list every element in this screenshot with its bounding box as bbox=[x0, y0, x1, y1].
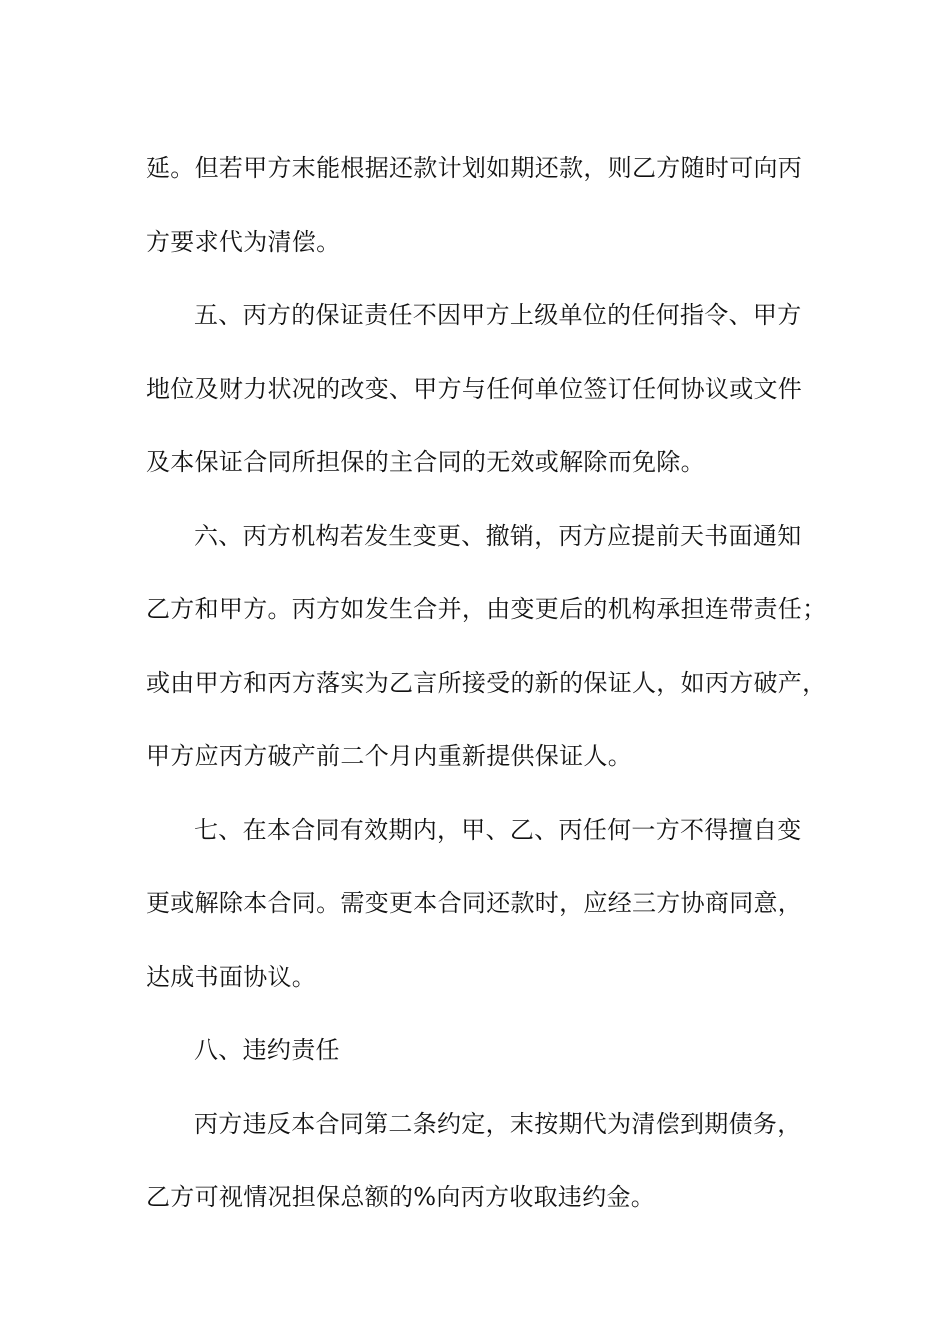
text-line: 乙方可视情况担保总额的%向丙方收取违约金。 bbox=[146, 1183, 656, 1211]
clause-5-heading-line: 五、丙方的保证责任不因甲方上级单位的任何指令、甲方 bbox=[194, 301, 802, 329]
text-line: 及本保证合同所担保的主合同的无效或解除而免除。 bbox=[146, 448, 705, 476]
text-line: 方要求代为清偿。 bbox=[146, 227, 341, 256]
document-body bbox=[146, 132, 827, 1235]
clause-8-body-line: 丙方违反本合同第二条约定，末按期代为清偿到期债务， bbox=[194, 1109, 802, 1138]
clause-7-heading-line: 七、在本合同有效期内，甲、乙、丙任何一方不得擅自变 bbox=[194, 815, 802, 844]
text-line: 甲方应丙方破产前二个月内重新提供保证人。 bbox=[146, 742, 632, 770]
clause-8-heading: 八、违约责任 bbox=[194, 1036, 340, 1064]
text-line: 乙方和甲方。丙方如发生合并，由变更后的机构承担连带责任； bbox=[146, 595, 827, 623]
text-line: 或由甲方和丙方落实为乙言所接受的新的保证人，如丙方破产， bbox=[146, 668, 827, 697]
text-line: 地位及财力状况的改变、甲方与任何单位签订任何协议或文件 bbox=[146, 374, 803, 403]
clause-6-heading-line: 六、丙方机构若发生变更、撤销，丙方应提前天书面通知 bbox=[194, 521, 802, 550]
text-line: 达成书面协议。 bbox=[146, 962, 317, 991]
text-line: 更或解除本合同。需变更本合同还款时，应经三方协商同意， bbox=[146, 889, 803, 917]
text-line: 延。但若甲方末能根据还款计划如期还款，则乙方随时可向丙 bbox=[146, 154, 803, 182]
